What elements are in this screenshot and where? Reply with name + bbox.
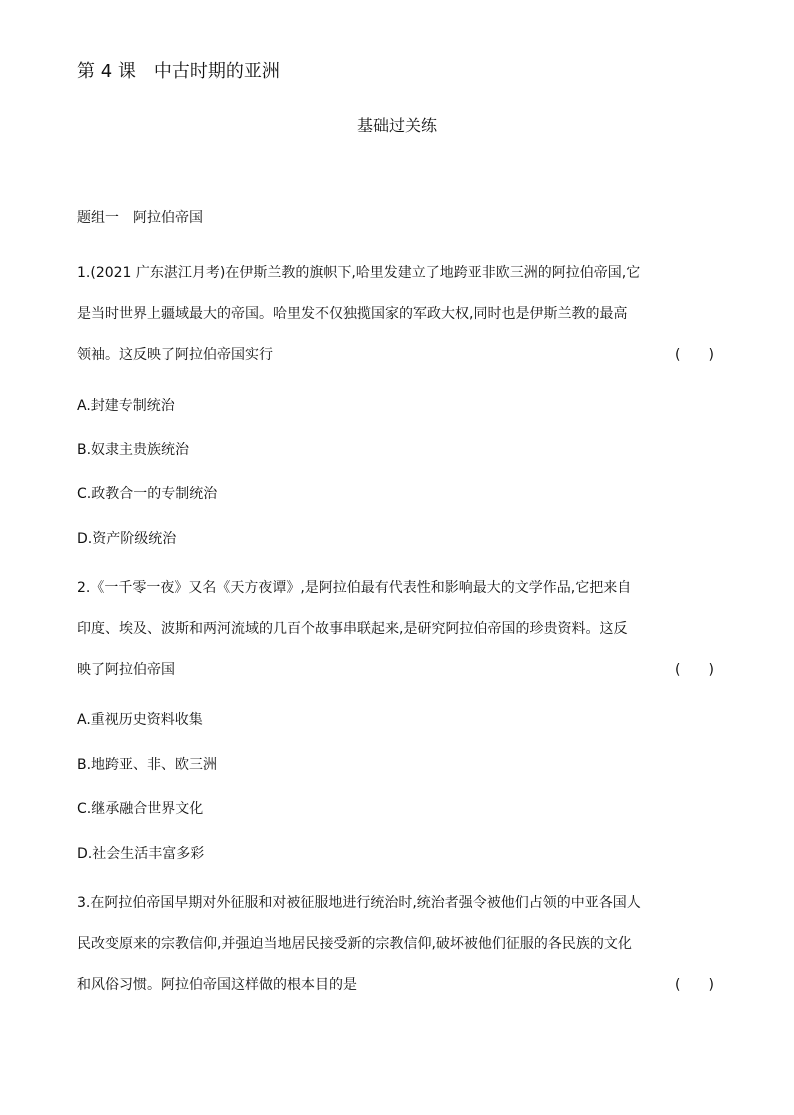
question-3-answer-blank: ( ) — [675, 977, 714, 993]
group-title: 题组一 阿拉伯帝国 — [77, 210, 203, 226]
question-1-option-b: B.奴隶主贵族统治 — [77, 442, 190, 458]
question-1-stem-line: 1.(2021 广东湛江月考)在伊斯兰教的旗帜下,哈里发建立了地跨亚非欧三洲的阿拉伯帝国,它 — [77, 265, 641, 281]
question-1-answer-blank: ( ) — [675, 347, 714, 363]
question-2-option-a: A.重视历史资料收集 — [77, 712, 203, 728]
question-1-stem-line: 领袖。这反映了阿拉伯帝国实行 — [77, 347, 273, 363]
question-2-stem-line: 映了阿拉伯帝国 — [77, 662, 175, 678]
question-2-option-b: B.地跨亚、非、欧三洲 — [77, 757, 218, 773]
question-2-stem-line: 印度、埃及、波斯和两河流域的几百个故事串联起来,是研究阿拉伯帝国的珍贵资料。这反 — [77, 621, 628, 637]
question-3-stem-line: 和风俗习惯。阿拉伯帝国这样做的根本目的是 — [77, 977, 357, 993]
question-2-stem-line: 2.《一千零一夜》又名《天方夜谭》,是阿拉伯最有代表性和影响最大的文学作品,它把来自 — [77, 580, 632, 596]
question-1-stem-line: 是当时世界上疆域最大的帝国。哈里发不仅独揽国家的军政大权,同时也是伊斯兰教的最高 — [77, 306, 628, 322]
question-3-stem-line: 3.在阿拉伯帝国早期对外征服和对被征服地进行统治时,统治者强令被他们占领的中亚各国人 — [77, 895, 641, 911]
question-1-option-d: D.资产阶级统治 — [77, 531, 177, 547]
section-title: 基础过关练 — [356, 116, 437, 135]
question-2-answer-blank: ( ) — [675, 662, 714, 678]
question-2-option-c: C.继承融合世界文化 — [77, 801, 204, 817]
question-2-option-d: D.社会生活丰富多彩 — [77, 846, 205, 862]
lesson-title: 第 4 课 中古时期的亚洲 — [77, 61, 280, 82]
question-1-option-a: A.封建专制统治 — [77, 398, 175, 414]
question-3-stem-line: 民改变原来的宗教信仰,并强迫当地居民接受新的宗教信仰,破坏被他们征服的各民族的文化 — [77, 936, 632, 952]
question-1-option-c: C.政教合一的专制统治 — [77, 486, 218, 502]
